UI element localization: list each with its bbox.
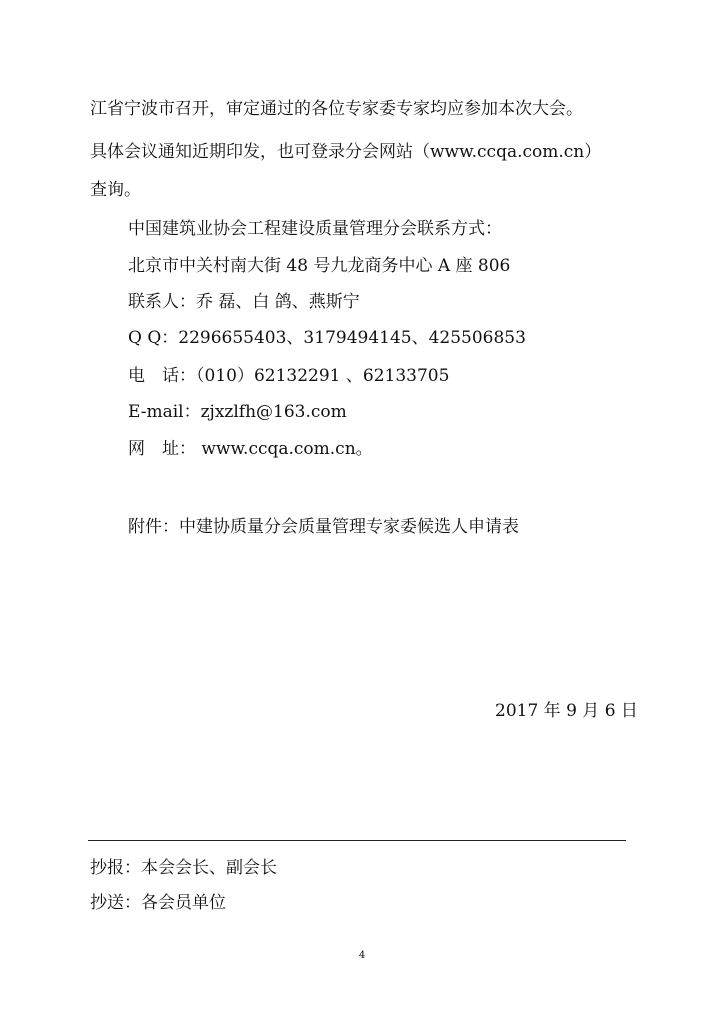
contact-email: E-mail：zjxzlfh@163.com xyxy=(128,402,347,422)
contact-address: 北京市中关村南大街 48 号九龙商务中心 A 座 806 xyxy=(128,256,511,276)
cc-send: 抄送：各会员单位 xyxy=(90,893,226,913)
cc-report: 抄报：本会会长、副会长 xyxy=(90,858,277,878)
body-line-3: 查询。 xyxy=(90,180,141,200)
contact-phone: 电 话：（010）62132291 、62133705 xyxy=(128,366,450,386)
contact-heading: 中国建筑业协会工程建设质量管理分会联系方式： xyxy=(128,219,502,239)
contact-qq: Q Q：2296655403、3179494145、425506853 xyxy=(128,328,526,348)
body-line-1: 江省宁波市召开，审定通过的各位专家委专家均应参加本次大会。 xyxy=(90,99,583,119)
footer-divider xyxy=(88,840,626,841)
page-number: 4 xyxy=(358,950,366,961)
document-date: 2017 年 9 月 6 日 xyxy=(495,701,638,721)
contact-people: 联系人：乔 磊、白 鸽、燕斯宁 xyxy=(128,292,360,312)
contact-website: 网 址： www.ccqa.com.cn。 xyxy=(128,439,373,459)
attachment-note: 附件：中建协质量分会质量管理专家委候选人申请表 xyxy=(128,517,519,537)
body-line-2: 具体会议通知近期印发，也可登录分会网站（www.ccqa.com.cn） xyxy=(90,142,602,162)
